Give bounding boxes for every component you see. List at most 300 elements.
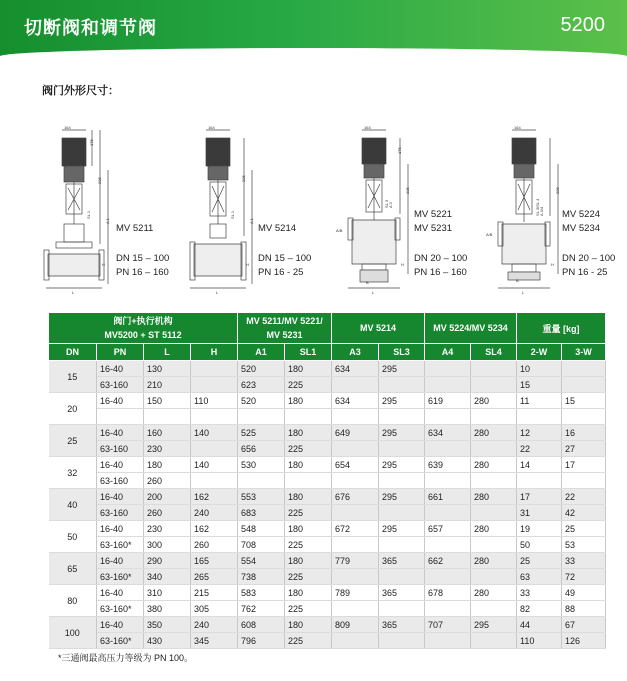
svg-text:L: L xyxy=(216,290,219,295)
dim-top: 164 xyxy=(64,125,71,130)
svg-text:A 3/4: A 3/4 xyxy=(539,206,544,216)
table-cell xyxy=(379,377,425,393)
table-cell xyxy=(517,409,562,425)
table-cell xyxy=(332,601,379,617)
group-header-mv5224: MV 5224/MV 5234 xyxy=(425,313,517,344)
table-cell xyxy=(517,473,562,489)
table-cell: 365 xyxy=(379,553,425,569)
table-body xyxy=(49,361,606,649)
table-cell xyxy=(332,377,379,393)
table-cell: 520 xyxy=(238,393,285,409)
table-cell xyxy=(238,409,285,425)
table-cell xyxy=(471,473,517,489)
table-cell: 63-160 xyxy=(97,441,144,457)
table-row xyxy=(49,489,606,505)
table-cell xyxy=(425,409,471,425)
table-row xyxy=(49,569,606,585)
table-cell: 180 xyxy=(285,585,332,601)
dn-range: DN 15 – 100 xyxy=(258,253,312,264)
diagram-label-4 xyxy=(562,208,615,280)
svg-text:SL 3/SL 4: SL 3/SL 4 xyxy=(535,198,540,216)
table-cell xyxy=(97,409,144,425)
column-header: SL4 xyxy=(471,344,517,361)
table-cell: 762 xyxy=(238,601,285,617)
table-cell xyxy=(425,441,471,457)
footnote: *三通阀最高压力等级为 PN 100。 xyxy=(58,653,194,663)
table-row xyxy=(49,601,606,617)
table-row xyxy=(49,377,606,393)
table-cell xyxy=(332,505,379,521)
table-cell xyxy=(379,569,425,585)
dn-cell: 80 xyxy=(49,585,97,617)
table-cell xyxy=(191,473,238,489)
table-cell: 82 xyxy=(517,601,562,617)
table-cell xyxy=(425,505,471,521)
table-cell xyxy=(144,409,191,425)
dn-range: DN 20 – 100 xyxy=(414,253,468,264)
table-cell: 520 xyxy=(238,361,285,377)
table-cell xyxy=(379,601,425,617)
table-cell xyxy=(332,441,379,457)
svg-text:H: H xyxy=(102,262,105,267)
table-cell: 110 xyxy=(517,633,562,649)
table-cell: 295 xyxy=(471,617,517,633)
table-cell xyxy=(379,441,425,457)
table-cell: 215 xyxy=(191,585,238,601)
table-cell: 162 xyxy=(191,521,238,537)
table-cell: 672 xyxy=(332,521,379,537)
group-header-weight: 重量 [kg] xyxy=(517,313,606,344)
table-cell: 63-160* xyxy=(97,569,144,585)
svg-text:H: H xyxy=(246,262,249,267)
table-cell: 683 xyxy=(238,505,285,521)
table-cell xyxy=(471,409,517,425)
table-cell: 16-40 xyxy=(97,457,144,473)
table-cell: 16-40 xyxy=(97,521,144,537)
table-cell: 350 xyxy=(144,617,191,633)
table-cell xyxy=(425,601,471,617)
table-cell: 63 xyxy=(517,569,562,585)
table-cell: 295 xyxy=(379,425,425,441)
table-cell: 634 xyxy=(425,425,471,441)
table-cell: 27 xyxy=(562,441,606,457)
table-cell: 17 xyxy=(562,457,606,473)
column-header: SL1 xyxy=(285,344,332,361)
table-cell xyxy=(191,377,238,393)
table-cell: 708 xyxy=(238,537,285,553)
valve-drawing-mv5211 xyxy=(42,124,112,296)
table-cell: 16-40 xyxy=(97,489,144,505)
table-cell: 63-160* xyxy=(97,601,144,617)
table-cell xyxy=(425,377,471,393)
table-cell: 678 xyxy=(425,585,471,601)
table-cell: 130 xyxy=(144,361,191,377)
table-cell: 295 xyxy=(379,457,425,473)
pn-range: PN 16 - 25 xyxy=(258,267,304,278)
table-cell: 25 xyxy=(562,521,606,537)
model-name: MV 5211 xyxy=(116,223,154,234)
column-header: L xyxy=(144,344,191,361)
table-cell: 53 xyxy=(562,537,606,553)
table-cell: 280 xyxy=(471,585,517,601)
table-cell: 10 xyxy=(517,361,562,377)
svg-text:175: 175 xyxy=(89,139,94,146)
table-cell: 305 xyxy=(191,601,238,617)
table-cell: 63-160 xyxy=(97,505,144,521)
table-cell: 639 xyxy=(425,457,471,473)
svg-text:SL 1: SL 1 xyxy=(86,210,91,219)
svg-text:164: 164 xyxy=(364,125,371,130)
table-row xyxy=(49,473,606,489)
table-cell: 554 xyxy=(238,553,285,569)
table-row xyxy=(49,441,606,457)
table-cell xyxy=(471,569,517,585)
table-cell: 530 xyxy=(238,457,285,473)
table-cell: 16-40 xyxy=(97,585,144,601)
group-header-mv5214: MV 5214 xyxy=(332,313,425,344)
dn-range: DN 20 – 100 xyxy=(562,253,616,264)
table-row xyxy=(49,425,606,441)
table-cell: 88 xyxy=(562,601,606,617)
table-cell: 50 xyxy=(517,537,562,553)
table-cell xyxy=(562,377,606,393)
dn-cell: 20 xyxy=(49,393,97,425)
table-cell: 25 xyxy=(517,553,562,569)
table-row xyxy=(49,457,606,473)
table-cell: 634 xyxy=(332,393,379,409)
table-cell: 310 xyxy=(144,585,191,601)
valve-drawing-mv5221 xyxy=(336,124,412,296)
dn-range: DN 15 – 100 xyxy=(116,253,170,264)
column-header: PN xyxy=(97,344,144,361)
table-cell: 14 xyxy=(517,457,562,473)
column-header: A3 xyxy=(332,344,379,361)
table-cell: 662 xyxy=(425,553,471,569)
table-cell xyxy=(425,633,471,649)
table-cell xyxy=(471,537,517,553)
dn-cell: 32 xyxy=(49,457,97,489)
table-cell: 707 xyxy=(425,617,471,633)
table-row xyxy=(49,585,606,601)
table-cell: 33 xyxy=(562,553,606,569)
svg-text:L: L xyxy=(72,290,75,295)
table-cell: 72 xyxy=(562,569,606,585)
column-header-row xyxy=(49,344,606,361)
table-cell: 654 xyxy=(332,457,379,473)
table-cell: 17 xyxy=(517,489,562,505)
table-cell: 796 xyxy=(238,633,285,649)
table-cell xyxy=(471,441,517,457)
table-cell: 22 xyxy=(517,441,562,457)
table-cell xyxy=(191,361,238,377)
model-name-2: MV 5231 xyxy=(414,223,453,234)
table-cell: 295 xyxy=(379,521,425,537)
table-cell: 63-160* xyxy=(97,537,144,553)
table-cell: 225 xyxy=(285,601,332,617)
table-cell: 67 xyxy=(562,617,606,633)
svg-text:L: L xyxy=(522,290,525,295)
table-cell: 210 xyxy=(144,377,191,393)
table-cell: 44 xyxy=(517,617,562,633)
table-cell: 345 xyxy=(191,633,238,649)
svg-text:SL 1: SL 1 xyxy=(230,210,235,219)
table-cell: 16 xyxy=(562,425,606,441)
table-cell: 63-160 xyxy=(97,377,144,393)
table-cell: 15 xyxy=(517,377,562,393)
column-header: DN xyxy=(49,344,97,361)
diagram-label-1 xyxy=(116,222,169,280)
table-cell xyxy=(379,505,425,521)
table-cell: 16-40 xyxy=(97,425,144,441)
table-cell: 180 xyxy=(285,393,332,409)
table-cell: 180 xyxy=(285,457,332,473)
table-cell: 634 xyxy=(332,361,379,377)
dn-cell: 40 xyxy=(49,489,97,521)
table-cell: 623 xyxy=(238,377,285,393)
table-cell: 295 xyxy=(379,393,425,409)
table-cell xyxy=(191,409,238,425)
table-cell: 110 xyxy=(191,393,238,409)
table-cell: 738 xyxy=(238,569,285,585)
table-cell: 200 xyxy=(144,489,191,505)
column-header: A4 xyxy=(425,344,471,361)
svg-text:164: 164 xyxy=(514,125,521,130)
table-cell: 260 xyxy=(144,473,191,489)
svg-text:205: 205 xyxy=(241,175,246,182)
svg-text:B: B xyxy=(516,278,519,283)
table-cell xyxy=(425,361,471,377)
svg-text:H: H xyxy=(551,262,554,267)
table-cell xyxy=(332,569,379,585)
svg-text:205: 205 xyxy=(405,187,410,194)
pn-range: PN 16 - 25 xyxy=(562,267,608,278)
model-name-2: MV 5234 xyxy=(562,223,601,234)
table-cell xyxy=(425,569,471,585)
table-cell xyxy=(191,441,238,457)
table-cell: 16-40 xyxy=(97,617,144,633)
table-cell: 150 xyxy=(144,393,191,409)
table-cell: 225 xyxy=(285,537,332,553)
table-cell: 280 xyxy=(471,425,517,441)
table-cell xyxy=(332,537,379,553)
table-cell: 583 xyxy=(238,585,285,601)
table-cell xyxy=(471,505,517,521)
table-cell xyxy=(562,473,606,489)
table-cell xyxy=(379,537,425,553)
table-row xyxy=(49,361,606,377)
table-row xyxy=(49,617,606,633)
svg-text:B: B xyxy=(366,280,369,285)
table-cell: 240 xyxy=(191,617,238,633)
table-cell: 295 xyxy=(379,361,425,377)
dn-cell: 100 xyxy=(49,617,97,649)
table-cell: 295 xyxy=(379,489,425,505)
table-cell: 809 xyxy=(332,617,379,633)
table-cell: 12 xyxy=(517,425,562,441)
table-cell: 140 xyxy=(191,457,238,473)
svg-text:L: L xyxy=(372,290,375,295)
svg-text:205: 205 xyxy=(555,187,560,194)
table-cell xyxy=(471,601,517,617)
table-cell xyxy=(425,537,471,553)
table-cell: 656 xyxy=(238,441,285,457)
table-cell: 225 xyxy=(285,377,332,393)
table-cell: 280 xyxy=(471,393,517,409)
table-cell: 33 xyxy=(517,585,562,601)
table-cell: 260 xyxy=(144,505,191,521)
table-cell: 619 xyxy=(425,393,471,409)
svg-text:SL 3: SL 3 xyxy=(384,199,389,208)
table-cell: 365 xyxy=(379,617,425,633)
model-name: MV 5224 xyxy=(562,209,601,220)
table-cell: 19 xyxy=(517,521,562,537)
table-cell: 525 xyxy=(238,425,285,441)
table-cell: 126 xyxy=(562,633,606,649)
table-cell: 649 xyxy=(332,425,379,441)
table-cell: 180 xyxy=(285,521,332,537)
table-cell: 280 xyxy=(471,457,517,473)
valve-drawing-mv5214 xyxy=(186,124,256,296)
table-cell xyxy=(332,473,379,489)
table-row xyxy=(49,553,606,569)
table-cell xyxy=(332,409,379,425)
table-cell: 180 xyxy=(285,553,332,569)
table-cell: 380 xyxy=(144,601,191,617)
table-cell: 16-40 xyxy=(97,553,144,569)
column-header: 3-W xyxy=(562,344,606,361)
table-cell: 16-40 xyxy=(97,361,144,377)
table-cell xyxy=(379,409,425,425)
svg-text:A 3: A 3 xyxy=(388,202,393,208)
svg-text:164: 164 xyxy=(208,125,215,130)
table-cell: 162 xyxy=(191,489,238,505)
table-cell xyxy=(425,473,471,489)
pn-range: PN 16 – 160 xyxy=(116,267,169,278)
table-cell: 240 xyxy=(191,505,238,521)
table-cell: 230 xyxy=(144,521,191,537)
svg-text:175: 175 xyxy=(397,147,402,154)
table-cell: 11 xyxy=(517,393,562,409)
table-row xyxy=(49,633,606,649)
table-cell: 140 xyxy=(191,425,238,441)
table-cell xyxy=(238,473,285,489)
table-cell: 280 xyxy=(471,489,517,505)
model-name: MV 5214 xyxy=(258,223,297,234)
table-row xyxy=(49,537,606,553)
product-code: 5200 xyxy=(560,14,605,36)
table-cell: 180 xyxy=(285,425,332,441)
table-cell xyxy=(562,361,606,377)
table-cell xyxy=(332,633,379,649)
pn-range: PN 16 – 160 xyxy=(414,267,467,278)
table-cell: 661 xyxy=(425,489,471,505)
table-cell: 265 xyxy=(191,569,238,585)
valve-drawing-mv5224 xyxy=(486,124,562,296)
table-cell: 789 xyxy=(332,585,379,601)
table-cell: 180 xyxy=(144,457,191,473)
table-cell xyxy=(379,633,425,649)
table-cell xyxy=(379,473,425,489)
svg-text:205: 205 xyxy=(97,177,102,184)
table-cell: 553 xyxy=(238,489,285,505)
table-cell: 430 xyxy=(144,633,191,649)
table-cell xyxy=(285,473,332,489)
table-cell: 31 xyxy=(517,505,562,521)
svg-text:A/B: A/B xyxy=(486,232,493,237)
table-cell: 63-160 xyxy=(97,473,144,489)
table-cell xyxy=(471,633,517,649)
model-name: MV 5221 xyxy=(414,209,453,220)
column-header: H xyxy=(191,344,238,361)
table-cell: 49 xyxy=(562,585,606,601)
table-cell: 230 xyxy=(144,441,191,457)
table-cell xyxy=(471,377,517,393)
dimension-table xyxy=(48,312,606,649)
dn-cell: 50 xyxy=(49,521,97,553)
table-cell: 280 xyxy=(471,521,517,537)
table-row xyxy=(49,393,606,409)
table-cell: 42 xyxy=(562,505,606,521)
table-cell: 779 xyxy=(332,553,379,569)
table-cell: 22 xyxy=(562,489,606,505)
header-banner xyxy=(0,0,627,58)
table-cell: 165 xyxy=(191,553,238,569)
svg-text:H: H xyxy=(401,262,404,267)
diagram-label-3 xyxy=(414,208,467,280)
table-cell: 225 xyxy=(285,505,332,521)
table-cell: 225 xyxy=(285,633,332,649)
table-cell: 63-160* xyxy=(97,633,144,649)
table-cell: 608 xyxy=(238,617,285,633)
table-cell: 365 xyxy=(379,585,425,601)
table-cell: 657 xyxy=(425,521,471,537)
table-cell: 548 xyxy=(238,521,285,537)
table-row xyxy=(49,409,606,425)
svg-text:A 1: A 1 xyxy=(249,218,254,224)
table-cell: 225 xyxy=(285,441,332,457)
table-cell: 300 xyxy=(144,537,191,553)
svg-text:A 1: A 1 xyxy=(105,218,110,224)
section-title: 阀门外形尺寸： xyxy=(42,85,119,97)
svg-text:A/B: A/B xyxy=(336,228,343,233)
table-row xyxy=(49,521,606,537)
group-header-mv5211: MV 5211/MV 5221/ MV 5231 xyxy=(238,313,332,344)
dn-cell: 15 xyxy=(49,361,97,393)
dn-cell: 65 xyxy=(49,553,97,585)
page-title: 切断阀和调节阀 xyxy=(24,18,157,38)
table-cell: 260 xyxy=(191,537,238,553)
table-cell xyxy=(562,409,606,425)
table-cell xyxy=(285,409,332,425)
group-header-valve-actuator: 阀门+执行机构 MV5200 + ST 5112 xyxy=(49,313,238,344)
column-header: 2-W xyxy=(517,344,562,361)
table-cell: 290 xyxy=(144,553,191,569)
table-row xyxy=(49,505,606,521)
table-cell: 180 xyxy=(285,361,332,377)
table-cell xyxy=(471,361,517,377)
column-header: SL3 xyxy=(379,344,425,361)
diagram-label-2 xyxy=(258,222,311,280)
table-cell: 676 xyxy=(332,489,379,505)
table-cell: 15 xyxy=(562,393,606,409)
table-cell: 160 xyxy=(144,425,191,441)
table-cell: 280 xyxy=(471,553,517,569)
table-cell: 180 xyxy=(285,617,332,633)
table-cell: 180 xyxy=(285,489,332,505)
column-header: A1 xyxy=(238,344,285,361)
table-cell: 225 xyxy=(285,569,332,585)
dn-cell: 25 xyxy=(49,425,97,457)
